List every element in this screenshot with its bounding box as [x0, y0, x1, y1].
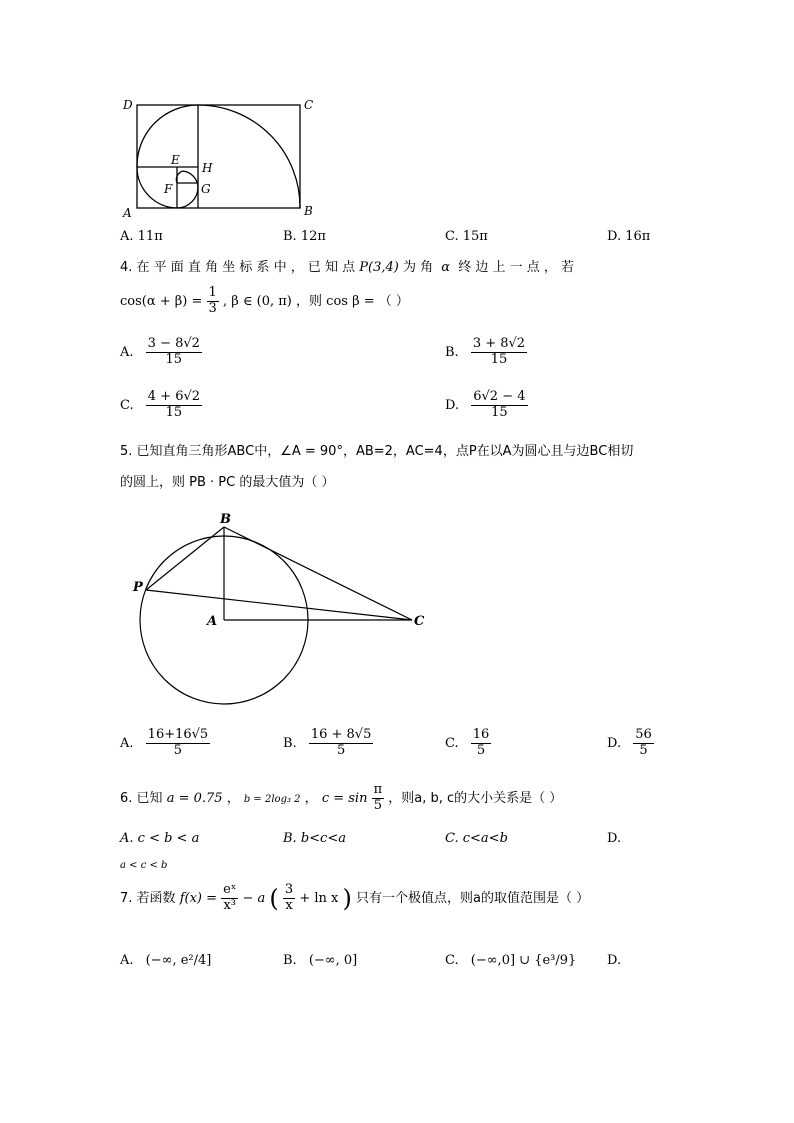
label-C: C — [304, 98, 314, 112]
q6-stem: 6. 已知 a = 0.75 ， b = 2log₃ 2 ， c = sin $\frac{\pi}{5}$ ，则a, b, c的大小关系是（ ） — [120, 782, 563, 813]
q4-paren: （ ） — [378, 293, 409, 309]
q4-option-b — [445, 337, 527, 368]
label-E: E — [171, 153, 180, 167]
fraction-denominator: 5 — [639, 742, 648, 758]
fraction-numerator: 3 — [284, 882, 294, 897]
q7-inner-rest: + ln x — [299, 890, 339, 906]
q7-minus-a: − a — [242, 890, 266, 906]
q4-option-d — [445, 390, 528, 421]
q6-option-b: B. b<c<a — [283, 831, 346, 846]
option-label: A. — [120, 953, 134, 968]
option-label: C. — [445, 735, 459, 751]
q3-option-a: A. 11π — [120, 229, 163, 244]
option-fraction — [146, 337, 202, 368]
fraction-numerator: 1 — [208, 285, 217, 300]
fraction-numerator: 3 − 8√2 — [147, 336, 200, 351]
q7-option-a — [120, 953, 211, 968]
q4-stem-text: 为 角 — [402, 260, 434, 275]
q7-option-b — [283, 953, 357, 968]
q6-option-c: C. c<a<b — [445, 831, 508, 846]
fraction-numerator: π — [373, 782, 383, 797]
label-B: B — [304, 204, 313, 218]
fraction-numerator: 3 + 8√2 — [472, 336, 526, 351]
fraction-denominator: x³ — [223, 897, 237, 913]
option-text: (−∞, 0] — [308, 953, 358, 968]
spiral-arc — [176, 171, 198, 187]
label-B: B — [220, 512, 231, 527]
spiral-arc — [198, 105, 300, 208]
option-label: D. — [607, 735, 622, 751]
q4-option-c — [120, 390, 202, 421]
label-P: P — [133, 580, 143, 595]
q5-option-b — [283, 728, 373, 759]
q4-cond-fraction — [207, 286, 219, 317]
q3-option-d: D. 16π — [607, 229, 651, 244]
label-D: D — [123, 98, 133, 112]
option-text: (−∞,0] ∪ {e³/9} — [470, 953, 577, 968]
option-fraction — [471, 337, 527, 368]
label-H: H — [202, 161, 213, 175]
q4-stem-text: 终 边 上 一 点 ， 若 — [458, 260, 574, 275]
option-label: D. — [607, 953, 622, 968]
fraction-numerator: 16+16√5 — [147, 727, 209, 742]
fraction-numerator: eˣ — [223, 882, 237, 897]
label-C: C — [414, 614, 425, 629]
fraction-numerator: 6√2 − 4 — [473, 389, 526, 404]
q4-point: P(3,4) — [359, 260, 399, 275]
q7-exp-fraction — [221, 883, 238, 914]
q5-stem-line2: 的圆上，则 PB · PC 的最大值为（ ） — [120, 475, 335, 490]
segment-pb — [146, 527, 224, 590]
label-F: F — [164, 182, 173, 196]
q6-c-def: c = sin — [321, 790, 368, 806]
q7-inner-fraction — [283, 883, 295, 914]
option-fraction — [633, 728, 654, 759]
fraction-denominator: 5 — [476, 742, 486, 758]
q4-cond-left: cos(α + β) = — [120, 293, 203, 309]
option-fraction — [471, 390, 527, 421]
label-A: A — [123, 206, 132, 220]
q4-option-a — [120, 337, 202, 368]
spiral-arc — [177, 187, 198, 208]
q5-option-a — [120, 728, 210, 759]
fraction-numerator: 16 — [472, 727, 490, 742]
fraction-numerator: 56 — [635, 727, 652, 742]
option-label: B. — [445, 344, 459, 360]
option-fraction — [309, 728, 374, 759]
fraction-denominator: 5 — [336, 742, 346, 758]
q7-stem: 7. 若函数 f(x) = $\frac{\text{eˣ}}{\text{x³}}$ − a ( $\frac{3}{x}$ + ln x ) 只有一个极值点，则a的取值范围是（ ） — [120, 882, 590, 913]
q6-option-d: D. — [607, 831, 622, 846]
q6-option-a: A. c < b < a — [120, 831, 200, 846]
q4-cond-right: , β ∈ (0, π) — [222, 293, 292, 309]
golden-rectangle-figure — [115, 95, 315, 220]
spiral-arc — [137, 105, 198, 167]
q4-ask-expr: cos β = — [326, 293, 375, 309]
q6-stem-text: ，则a, b, c的大小关系是（ ） — [388, 790, 563, 806]
q3-option-c: C. 15π — [445, 229, 488, 244]
q7-stem-text: 只有一个极值点，则a的取值范围是（ ） — [356, 890, 590, 906]
fraction-numerator: 4 + 6√2 — [147, 389, 201, 404]
fraction-denominator: 15 — [491, 404, 508, 420]
option-label: A. — [120, 735, 134, 751]
fraction-denominator: 5 — [173, 742, 183, 758]
option-label: B. — [283, 735, 297, 751]
option-label: C. — [120, 397, 134, 413]
q5-option-c — [445, 728, 491, 759]
q4-stem-line1 — [120, 256, 574, 275]
q6-b-def: b = 2log₃ 2 — [243, 793, 301, 805]
q4-stem-text: 4. 在 平 面 直 角 坐 标 系 中 ， 已 知 点 — [120, 260, 356, 275]
option-fraction — [146, 728, 211, 759]
option-text: (−∞, e²/4] — [145, 953, 212, 968]
option-label: A. — [120, 344, 134, 360]
label-G: G — [201, 182, 211, 196]
q6-c-fraction — [372, 783, 385, 814]
fraction-denominator: x — [285, 897, 293, 913]
option-label: C. — [445, 953, 459, 968]
label-A: A — [207, 614, 218, 629]
q3-option-b: B. 12π — [283, 229, 326, 244]
q6-a-def: a = 0.75 — [166, 790, 223, 806]
option-label: B. — [283, 953, 297, 968]
fraction-denominator: 3 — [208, 300, 217, 316]
option-label: D. — [445, 397, 460, 413]
outer-rectangle — [137, 105, 300, 208]
q6-stem-text: 6. 已知 — [120, 790, 163, 806]
option-fraction — [146, 390, 202, 421]
fraction-numerator: 16 + 8√5 — [310, 727, 372, 742]
q4-ask: ，则 — [296, 293, 323, 309]
q7-option-c — [445, 953, 576, 968]
q5-stem-line1: 5. 已知直角三角形ABC中，∠A = 90°，AB=2，AC=4，点P在以A为圆心且与边BC相切 — [120, 444, 634, 459]
fraction-denominator: 15 — [165, 351, 183, 367]
option-fraction — [471, 728, 492, 759]
fraction-denominator: 15 — [490, 351, 508, 367]
segment-bc — [224, 527, 412, 620]
fraction-denominator: 5 — [373, 797, 382, 813]
q7-func: f(x) = — [179, 890, 217, 906]
fraction-denominator: 15 — [165, 404, 183, 420]
q6-option-d-text: a < c < b — [120, 860, 168, 871]
segment-pc — [146, 590, 412, 620]
q5-option-d — [607, 728, 654, 759]
q7-stem-text: 7. 若函数 — [120, 890, 176, 906]
q4-condition — [120, 286, 409, 317]
triangle-circle-figure — [125, 505, 435, 715]
q7-option-d — [607, 953, 621, 968]
q4-alpha: α — [441, 260, 451, 275]
